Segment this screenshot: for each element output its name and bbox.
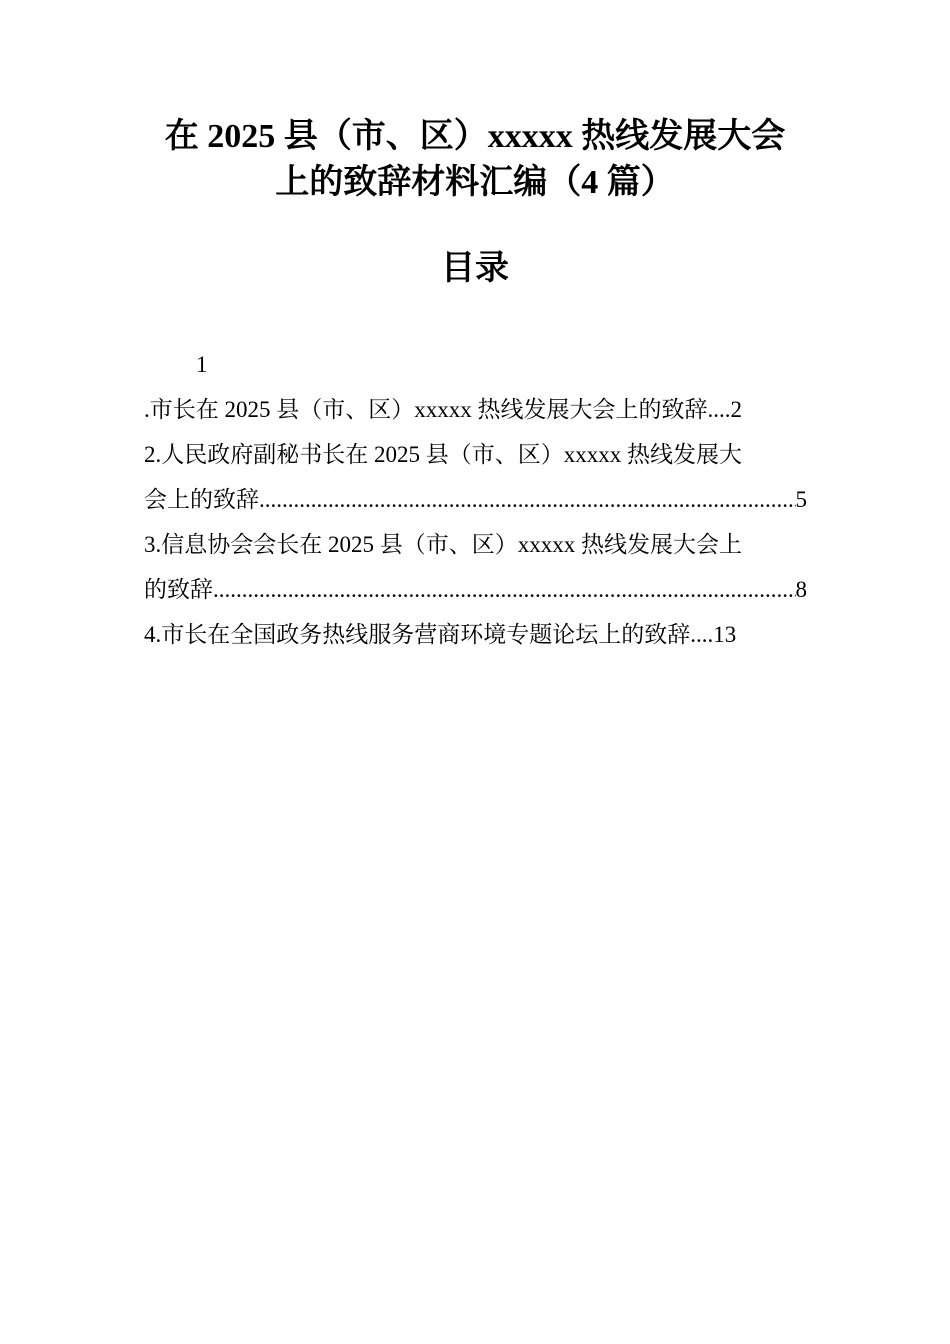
toc-entry-2-text-line-1: 2.人民政府副秘书长在 2025 县（市、区）xxxxx 热线发展大: [144, 442, 742, 467]
toc-entry-3-leader: [213, 567, 796, 612]
toc-orphan-number: 1: [196, 352, 208, 377]
toc-entry-3[interactable]: [144, 522, 807, 612]
toc-heading: 目录: [441, 250, 509, 287]
toc-entry-2-text-line-2: 会上的致辞: [144, 487, 259, 512]
toc-entry-3-text-line-2: 的致辞: [144, 577, 213, 602]
toc-entry-1-text: .市长在 2025 县（市、区）xxxxx 热线发展大会上的致辞: [144, 397, 708, 422]
toc-entry-4-text: 4.市长在全国政务热线服务营商环境专题论坛上的致辞: [144, 622, 691, 647]
title-line-1: 在 2025 县（市、区）xxxxx 热线发展大会: [164, 118, 786, 155]
toc-entry-4[interactable]: [144, 612, 807, 657]
toc-entry-1-page: 2: [730, 397, 742, 422]
document-title: [140, 114, 810, 206]
toc-entry-3-page: 8: [795, 577, 807, 602]
toc-entry-2[interactable]: [144, 432, 807, 522]
toc-entry-4-leader: ....: [690, 622, 714, 647]
table-of-contents: [144, 342, 807, 657]
toc-entry-4-page: 13: [713, 622, 737, 647]
toc-entry-2-page: 5: [795, 487, 807, 512]
toc-entry-1-leader: ....: [707, 397, 731, 422]
title-line-2: 上的致辞材料汇编（4 篇）: [275, 164, 675, 201]
toc-entry-1[interactable]: [144, 387, 807, 432]
toc-entry-3-text-line-1: 3.信息协会会长在 2025 县（市、区）xxxxx 热线发展大会上: [144, 532, 742, 557]
toc-entry-2-leader: [259, 477, 796, 522]
